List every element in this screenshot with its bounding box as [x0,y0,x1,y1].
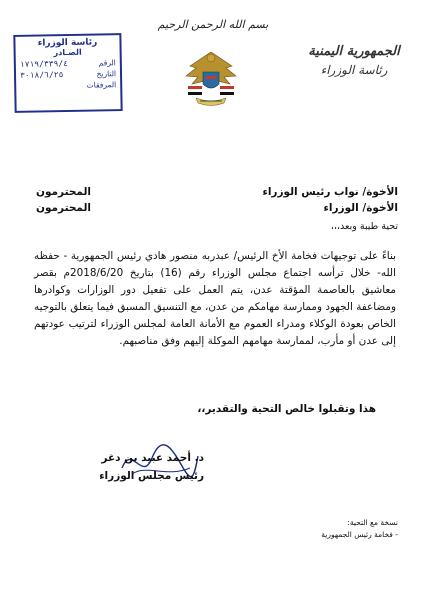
stamp-subtitle: الصـادر [53,47,82,58]
stamp-date-label: التاريخ [96,69,117,79]
republic-name: الجمهورية اليمنية [308,44,400,59]
addressee-deputies-label: الأخوة/ نواب رئيس الوزراء [262,186,398,198]
stamp-title: رئاسة الوزراء [37,37,98,49]
letter-body: بناءً على توجيهات فخامة الأخ الرئيس/ عبدربه منصور هادي رئيس الجمهورية - حفظه الله- خلال ترأسه اجتماع مجلس الوزراء رقم (16) بتاريخ 2018/6/20م بقصر معاشيق بالعاصمة المؤقتة عدن، يتم العمل على تفعيل دور الوزارات وكوادرها ومضاعفة الجهود وممارسة مهامكم من عدن، مع التنسيق المسبق فيما يتعلق بالتوجيه الخاص بعودة الوكلاء ومدراء العموم مع الأمانة العامة لمجلس الوزراء لترتيب عودتهم إلى عدن أو مأرب، لممارسة مهامهم الموكلة إليهم وفق مناصبهم. [34,250,396,347]
addressee-deputies [36,186,398,198]
office-name: رئاسة الوزراء [320,63,388,77]
closing-line: هذا وتقبلوا خالص التحية والتقدير،، [197,403,376,415]
letterhead [308,44,400,77]
addressee-deputies-suffix: المحترمون [36,186,92,198]
outgoing-stamp [13,33,122,113]
basmala: بسم الله الرحمن الرحيم [157,18,269,31]
stamp-attachments-label: المرفقات [86,80,117,90]
stamp-date-row [20,69,116,80]
addressee-ministers [36,202,398,214]
stamp-number-row [20,58,116,69]
addressee-ministers-label: الأخوة/ الوزراء [323,202,398,214]
addressee-ministers-suffix: المحترمون [36,202,92,214]
copies-item: - فخامة رئيس الجمهورية [321,530,398,539]
stamp-attachments-row [20,80,116,91]
stamp-number-value: ١٧١٩/٣٣٩/٤ [19,58,69,69]
signatory-title: رئيس مجلس الوزراء [99,470,204,482]
greeting: تحية طيبة وبعد،،، [330,221,398,232]
stamp-number-label: الرقم [98,58,116,68]
copies-label: نسخة مع التحية: [347,518,398,527]
yemen-emblem-icon [178,46,244,112]
signatory-name: د. أحمد عبيد بن دغر [101,452,204,464]
stamp-date-value: ٣٠١٨/٦/٢٥ [19,70,64,80]
